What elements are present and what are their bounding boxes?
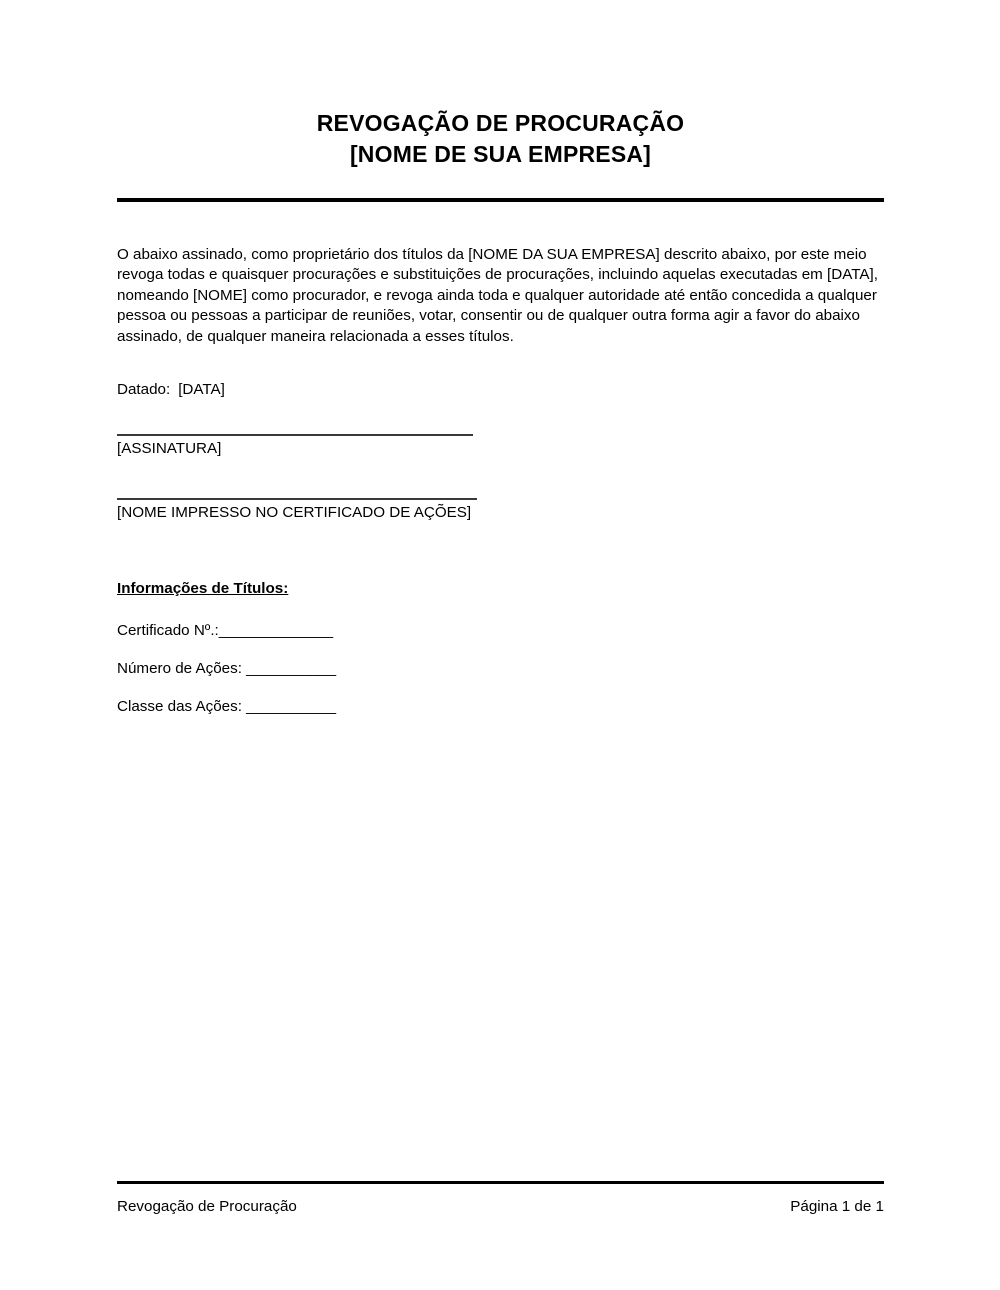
securities-info-heading: Informações de Títulos: [117,580,289,598]
share-class-row [117,697,884,717]
certificate-number-label: Certificado Nº.: [117,621,219,639]
dated-row [117,380,884,400]
signature-block-2 [117,498,884,523]
page-title-line-2: [NOME DE SUA EMPRESA] [349,141,652,167]
share-class-label: Classe das Ações: [117,698,247,716]
number-of-shares-blank[interactable]: ___________ [246,660,336,678]
certificate-number-blank[interactable]: ______________ [218,621,333,639]
number-of-shares-label: Número de Ações: [117,660,247,678]
page-footer [117,1181,884,1217]
document-title-block [117,0,884,170]
footer-page-number: Página 1 de 1 [790,1198,884,1215]
signature-block-1 [117,434,884,459]
dated-label: Datado: [117,381,171,399]
number-of-shares-row [117,659,884,679]
revocation-body-paragraph: O abaixo assinado, como proprietário dos títulos da [NOME DA SUA EMPRESA] descrito abaixo, por este meio revoga todas e quaisquer procurações e substituições de procurações, incluindo aquelas executadas em [DATA], nomeando [NOME] como procurador, e revoga ainda toda e qualquer autoridade até então concedida a qualquer pessoa ou pessoas a participar de reuniões, votar, consentir ou de qualquer outra forma agir a favor do abaixo assinado, de qualquer maneira relacionada a esses títulos. [117,246,878,345]
signature-label-1: [ASSINATURA] [117,440,222,458]
header-divider [117,198,884,202]
document-content [117,0,884,718]
page-title-line-1: REVOGAÇÃO DE PROCURAÇÃO [316,110,685,136]
share-class-blank[interactable]: ___________ [246,698,336,716]
signature-label-2: [NOME IMPRESSO NO CERTIFICADO DE AÇÕES] [117,503,472,521]
signature-line-2[interactable] [117,498,477,500]
dated-value[interactable]: [DATA] [178,381,225,399]
footer-row [117,1197,884,1217]
signature-line-1[interactable] [117,434,473,436]
footer-document-name: Revogação de Procuração [117,1198,297,1215]
footer-divider [117,1181,884,1184]
certificate-number-row [117,621,884,641]
